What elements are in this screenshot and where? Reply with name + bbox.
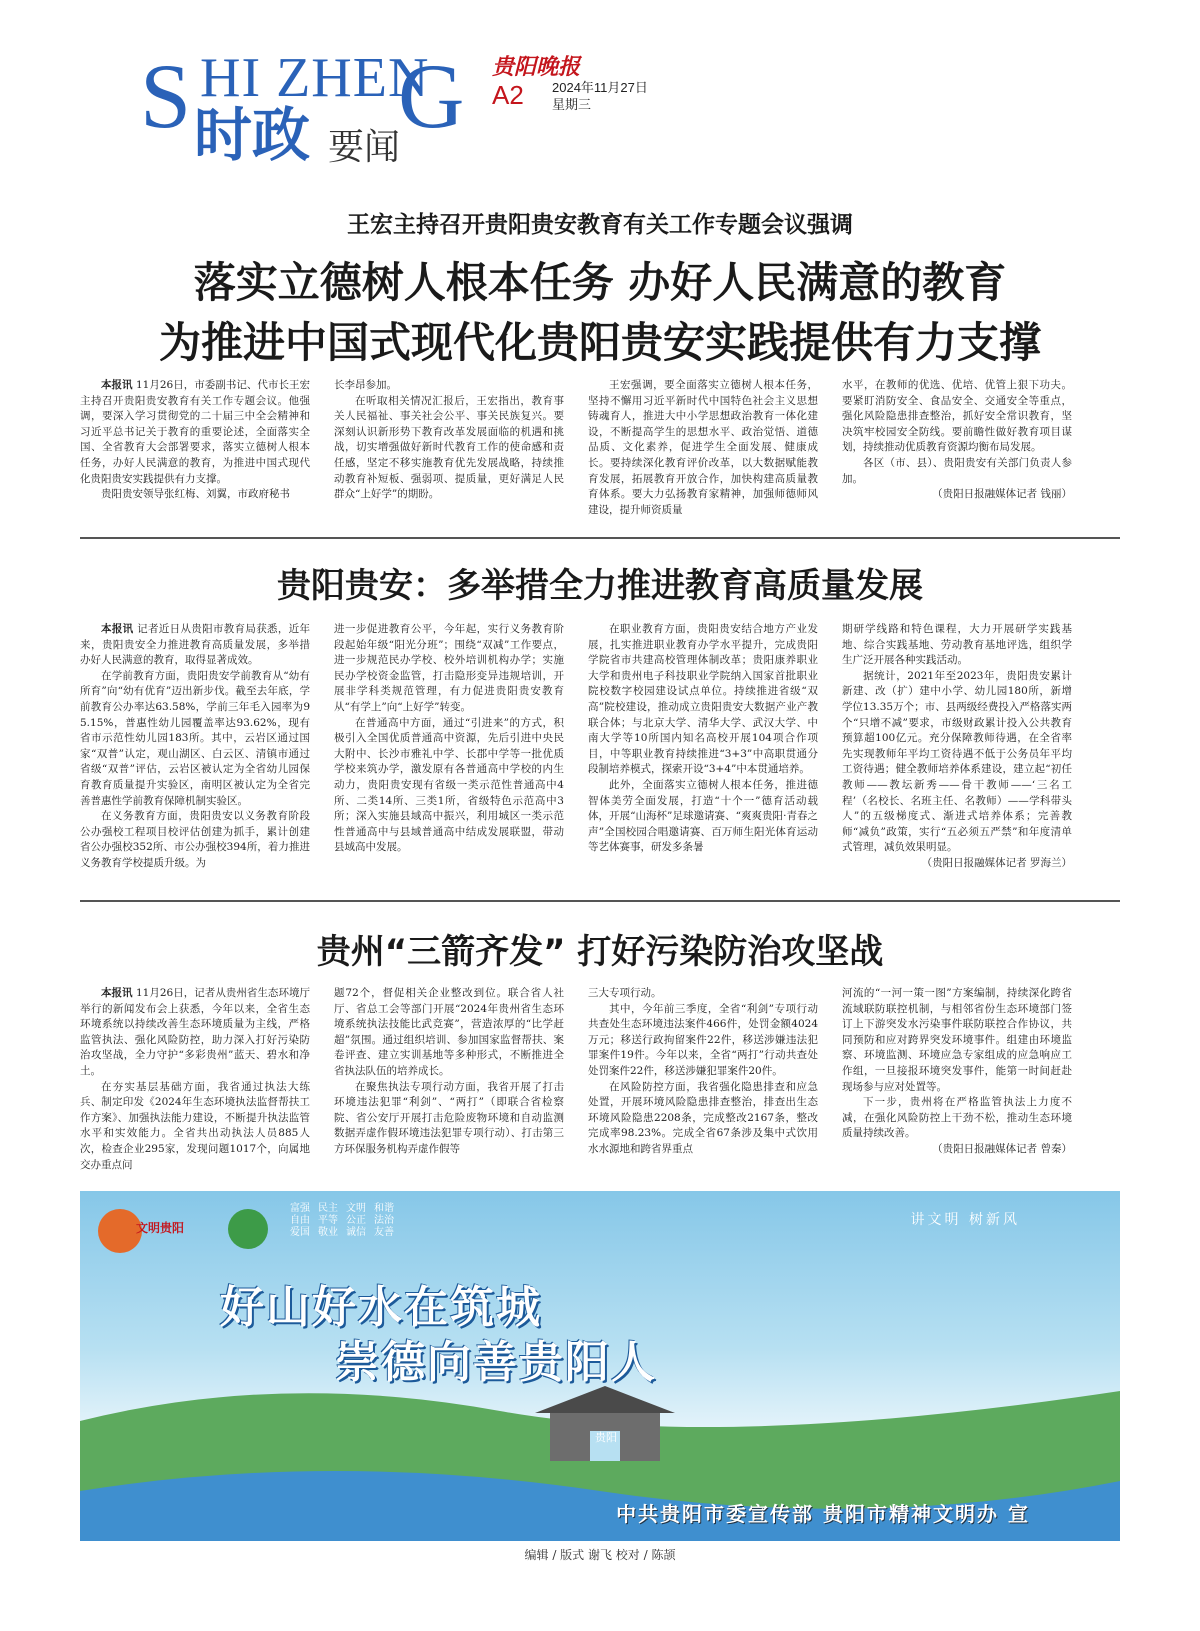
paragraph: 进一步促进教育公平，今年起，实行义务教育阶段起始年级“阳光分班”；围绕“双减”工作要点，进一步规范民办学校、校外培训机构办学；实施民办学校资金监管，打击隐形变异违规培训，开展非学科类规范管理，有力促进贵阳贵安教育从“有学上”向“上好学”转变。	[334, 623, 564, 713]
story1-column-3	[588, 378, 818, 518]
masthead-letter-s: S	[140, 45, 192, 147]
story3-column-1	[80, 986, 310, 1173]
value-word: 法治	[374, 1215, 394, 1226]
story1-headline-2: 为推进中国式现代化贵阳贵安实践提供有力支撑	[158, 318, 1041, 367]
paragraph: 在义务教育方面，贵阳贵安以义务教育阶段公办强校工程项目校评估创建为抓手，累计创建省公办强校352所、市公办强校394所，着力推进义务教育学校提质升级。为	[80, 810, 310, 869]
masthead-letter-g: G	[398, 45, 465, 147]
story1-column-1	[80, 378, 310, 503]
byline: （贵阳日报融媒体记者 罗海兰）	[921, 856, 1072, 869]
ad-sponsor: 中共贵阳市委宣传部 贵阳市精神文明办 宣	[616, 1502, 1030, 1526]
gate-roof	[535, 1386, 675, 1413]
paragraph: 长李昂参加。	[334, 379, 397, 391]
paragraph: 记者近日从贵阳市教育局获悉，近年来，贵阳贵安全力推进教育高质量发展，多举措办好人民满意的教育，取得显著成效。	[80, 623, 311, 667]
story2-column-1	[80, 622, 310, 872]
value-word: 文明	[346, 1203, 366, 1214]
value-word: 诚信	[346, 1227, 366, 1238]
value-word: 爱国	[290, 1227, 310, 1238]
story3-column-3	[588, 986, 818, 1158]
value-word: 平等	[318, 1215, 338, 1226]
editor-credits: 编辑 / 版式 谢飞 校对 / 陈颉	[524, 1548, 676, 1562]
ad-slogan-1: 好山好水在筑城	[220, 1282, 542, 1333]
paragraph: 据统计，2021年至2023年，贵阳贵安累计新建、改（扩）建中小学、幼儿园180所，新增学位13.35万个；市、县两级经费投入严格落实两个“只增不减”要求，市级财政累计投入公共教育预算超100亿元。充分保障教师待遇，在全省率先实现教师年平均工资待遇不低于公务员年平均工资待遇；健全教师培养体系建设，建立起“初任教师——教坛新秀——骨干教师——‘三名工程’（名校长、名班主任、名教师）——学科带头人”的五级梯度式、渐进式培养体系；完善教师“减负”政策，实行“五必须五严禁”和年度清单式管理，减负效果明显。	[842, 669, 1072, 854]
story2-column-3	[588, 622, 818, 856]
paragraph: 此外，全面落实立德树人根本任务，推进德智体美劳全面发展，打造“十个一”德育活动载体，开展“山海杯”足球邀请赛、“爽爽贵阳·青春之声”全国校园合唱邀请赛、百万师生阳光体育运动等艺体赛事，研发多条暑	[588, 778, 818, 854]
story2-headline: 贵阳贵安：多举措全力推进教育高质量发展	[277, 566, 923, 606]
paragraph: 水平，在教师的优选、优培、优管上狠下功夫。要紧盯消防安全、食品安全、交通安全等重点，强化风险隐患排查整治，抓好安全常识教育，坚决筑牢校园安全防线。要前瞻性做好教育项目谋划，持续推动优质教育资源均衡布局发展。	[842, 379, 1072, 454]
section-title: 时政	[194, 101, 311, 169]
paragraph: 贵阳贵安领导张红梅、刘翼，市政府秘书	[101, 488, 290, 501]
paragraph: 在风险防控方面，我省强化隐患排查和应急处置，开展环境风险隐患排查整治，排查出生态环境风险隐患2208条，完成整改2167条，整改完成率98.23%。完成全省67条涉及集中式饮用水水源地和跨省界重点	[588, 1080, 818, 1155]
ad-slogan-2: 崇德向善贵阳人	[335, 1337, 657, 1388]
story1-column-4	[842, 378, 1072, 503]
page-number: A2	[492, 80, 524, 110]
story3-column-4	[842, 986, 1072, 1158]
story1-column-2	[334, 378, 564, 503]
value-word: 富强	[290, 1203, 310, 1214]
date-text: 2024年11月27日	[552, 80, 648, 95]
value-word: 公正	[346, 1215, 366, 1226]
dateline: 本报讯	[101, 987, 133, 999]
story1-kicker: 王宏主持召开贵阳贵安教育有关工作专题会议强调	[347, 212, 853, 238]
issue-date	[552, 80, 648, 114]
divider	[80, 537, 1120, 539]
paragraph: 河流的“一河一策一图”方案编制，持续深化跨省流域联防联控机制，与相邻省份生态环境部门签订上下游突发水污染事件联防联控合作协议，共同预防和应对跨界突发环境事件。组建由环境监察、环境监测、环境应急专家组成的应急响应工作组，一旦接报环境突发事件，能第一时间赶赴现场参与应对处置等。	[842, 987, 1072, 1093]
paragraph: 在聚焦执法专项行动方面，我省开展了打击环境违法犯罪“利剑”、“两打”（即联合省检察院、省公安厅开展打击危险废物环境和自动监测数据弄虚作假环境违法犯罪专项行动）、打击第三方环保服务机构弄虚作假等	[334, 1080, 564, 1155]
value-word: 和谐	[374, 1203, 394, 1214]
story1-headline-1: 落实立德树人根本任务 办好人民满意的教育	[193, 258, 1007, 307]
paragraph: 在听取相关情况汇报后，王宏指出，教育事关人民福祉、事关社会公平、事关民族复兴。要深刻认识新形势下教育改革发展面临的机遇和挑战，切实增强做好新时代教育工作的使命感和责任感，坚定不移实施教育优先发展战略，持续推动教育补短板、强弱项、提质量，更好满足人民群众“上好学”的期盼。	[334, 394, 564, 501]
paragraph: 其中，今年前三季度，全省“利剑”专项行动共查处生态环境违法案件466件，处罚金额4024万元；移送行政拘留案件22件，移送涉嫌违法犯罪案件19件。今年以来，全省“两打”行动共查处处罚案件22件，移送涉嫌犯罪案件20件。	[588, 1002, 818, 1077]
story2-column-4	[842, 622, 1072, 872]
paragraph: 三大专项行动。	[588, 987, 662, 999]
value-word: 敬业	[318, 1227, 338, 1238]
paper-name: 贵阳晚报	[492, 54, 581, 80]
value-word: 民主	[318, 1203, 338, 1214]
paragraph: 下一步，贵州将在严格监管执法上力度不减，在强化风险防控上干劲不松，推动生态环境质量持续改善。	[842, 1096, 1072, 1140]
story3-headline: 贵州“三箭齐发” 打好污染防治攻坚战	[316, 932, 884, 972]
dateline: 本报讯	[101, 379, 133, 391]
story2-column-2	[334, 622, 564, 856]
masthead-en-title: HI ZHEN	[200, 47, 430, 109]
paragraph: 题72个，督促相关企业整改到位。联合省人社厅、省总工会等部门开展“2024年贵州省生态环境系统执法技能比武竞赛”，营造浓厚的“比学赶超”氛围。通过组织培训、参加国家监督帮扶、案卷评查、建立实训基地等多种形式，不断推进全省执法队伍的培养成长。	[334, 987, 564, 1077]
story3-column-2	[334, 986, 564, 1158]
paragraph: 期研学线路和特色课程，大力开展研学实践基地、综合实践基地、劳动教育基地评选，组织学生广泛开展各种实践活动。	[842, 623, 1072, 667]
byline: （贵阳日报融媒体记者 钱丽）	[932, 488, 1072, 501]
ad-logo-text: 文明贵阳	[136, 1221, 185, 1235]
paragraph: 王宏强调，要全面落实立德树人根本任务，坚持不懈用习近平新时代中国特色社会主义思想铸魂育人，推进大中小学思想政治教育一体化建设，不断提高学生的思想水平、政治觉悟、道德品质、文化素养，促进学生全面发展、健康成长。要持续深化教育评价改革，以大数据赋能教育发展，拓展教育开放合作，加快构建高质量教育体系。要大力弘扬教育家精神，加强师德师风建设，提升师资质量	[588, 379, 818, 516]
dateline: 本报讯	[101, 623, 134, 635]
value-word: 自由	[290, 1215, 310, 1226]
ad-tagline: 讲文明 树新风	[910, 1212, 1020, 1228]
paragraph: 各区（市、县）、贵阳贵安有关部门负责人参加。	[842, 456, 1072, 485]
value-word: 友善	[374, 1227, 394, 1238]
paragraph: 在夯实基层基础方面，我省通过执法大练兵、制定印发《2024年生态环境执法监督帮扶工作方案》、加强执法能力建设，不断提升执法监管水平和实效能力。全省共出动执法人员885人次，检查企业295家，发现问题1017个，向属地交办重点问	[80, 1080, 310, 1171]
public-service-ad	[80, 1191, 1120, 1541]
byline: （贵阳日报融媒体记者 曾秦）	[932, 1142, 1072, 1155]
section-subtitle: 要闻	[328, 127, 401, 168]
core-values	[290, 1203, 530, 1239]
gate-plaque: 贵阳	[595, 1431, 617, 1444]
divider	[80, 900, 1120, 902]
paragraph: 11月26日，市委副书记、代市长王宏主持召开贵阳贵安教育有关工作专题会议。他强调，要深入学习贯彻党的二十届三中全会精神和习近平总书记关于教育的重要论述，全面落实全国、全省教育大会部署要求，落实立德树人根本任务，办好人民满意的教育，为推进中国式现代化贵阳贵安实践提供有力支撑。	[80, 379, 311, 485]
paragraph: 在学前教育方面，贵阳贵安学前教育从“幼有所育”向“幼有优育”迈出新步伐。截至去年底，学前教育公办率达63.58%，学前三年毛入园率为95.15%，普惠性幼儿园覆盖率达93.62%，现有省市示范性幼儿园183所。其中，云岩区通过国家“双普”认定，观山湖区、白云区、清镇市通过省级“双普”评估，云岩区被认定为全省幼儿园保育教育质量提升实验区，南明区被认定为全省完善普惠性学前教育保障机制实验区。	[80, 669, 310, 807]
paragraph: 11月26日，记者从贵州省生态环境厅举行的新闻发布会上获悉，今年以来，全省生态环境系统以持续改善生态环境质量为主线，严格监管执法、强化风险防控，助力深入打好污染防治攻坚战，全力守护“多彩贵州”蓝天、碧水和净土。	[80, 987, 311, 1077]
emblem-icon	[228, 1209, 268, 1249]
paragraph: 在职业教育方面，贵阳贵安结合地方产业发展，扎实推进职业教育办学水平提升，完成贵阳学院省市共建高校管理体制改革；贵阳康养职业大学和贵州电子科技职业学院纳入国家首批职业院校数字校园建设试点单位。持续推进省级“双高”院校建设，推动成立贵阳贵安大数据产业产教联合体；与北京大学、清华大学、武汉大学、中南大学等10所国内知名高校开展104项合作项目，中等职业教育持续推进“3+3”中高职贯通分段制培养模式，探索开设“3+4”中本贯通培养。	[588, 623, 818, 776]
paragraph: 在普通高中方面，通过“引进来”的方式，积极引入全国优质普通高中资源，先后引进中央民大附中、长沙市雅礼中学、长郡中学等一批优质学校来筑办学，激发原有各普通高中学校的内生动力，贵阳贵安现有省级一类示范性普通高中4所、二类14所、三类1所，省级特色示范高中3所；深入实施县域高中振兴，利用城区一类示范性普通高中与县域普通高中结成发展联盟，带动县域高中发展。	[334, 716, 564, 854]
weekday-text: 星期三	[552, 96, 592, 112]
